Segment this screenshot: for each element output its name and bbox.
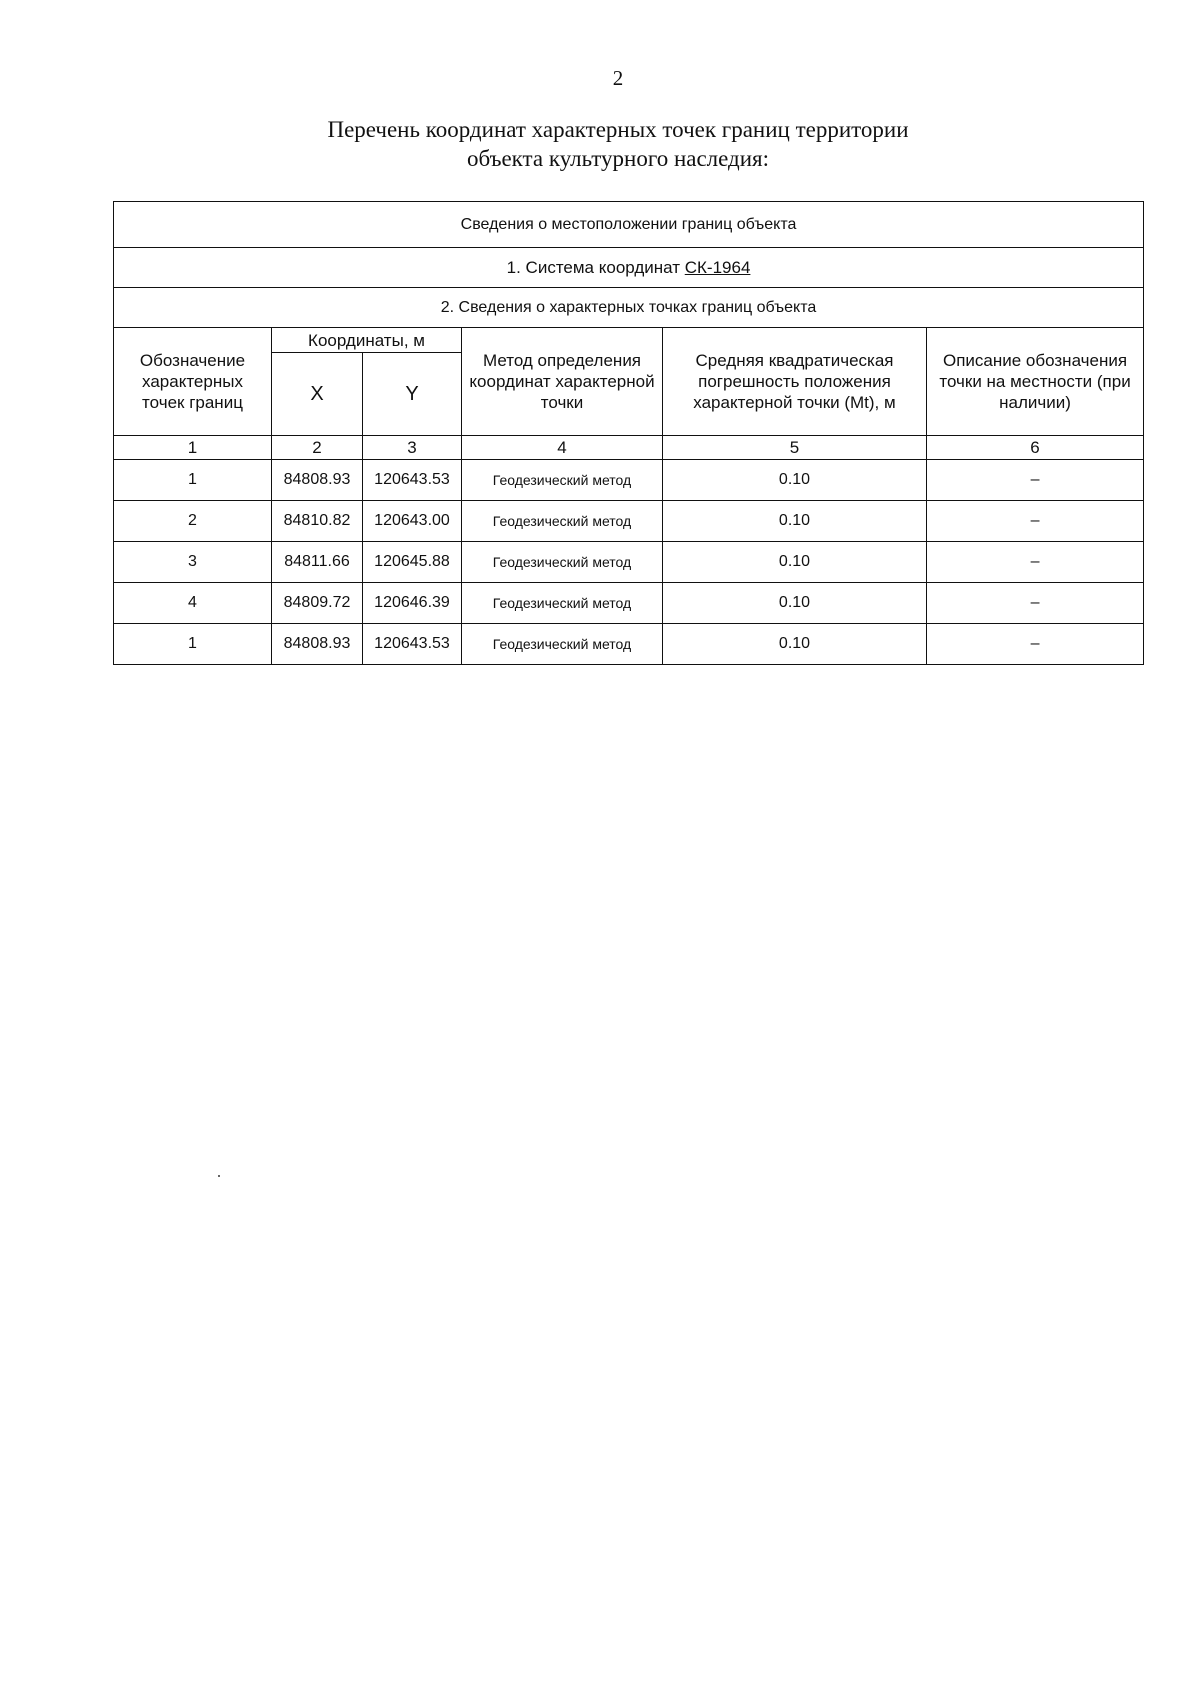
col-y-header: Y <box>363 353 462 436</box>
table-row <box>114 583 1144 624</box>
accuracy-cell: 0.10 <box>663 542 927 583</box>
table-header: Сведения о местоположении границ объекта <box>114 202 1144 248</box>
page-number: 2 <box>612 66 624 90</box>
col-x-header: X <box>272 353 363 436</box>
description-cell: – <box>927 542 1144 583</box>
method-cell: Геодезический метод <box>462 460 663 501</box>
title-line-2: объекта культурного наследия: <box>466 146 770 171</box>
method-cell: Геодезический метод <box>462 542 663 583</box>
point-cell: 4 <box>114 583 272 624</box>
table-row <box>114 624 1144 665</box>
accuracy-cell: 0.10 <box>663 501 927 542</box>
title-line-1: Перечень координат характерных точек границ территории <box>327 117 909 142</box>
table-row <box>114 460 1144 501</box>
x-cell: 84811.66 <box>272 542 363 583</box>
point-cell: 3 <box>114 542 272 583</box>
column-number: 5 <box>663 436 927 460</box>
y-cell: 120643.00 <box>363 501 462 542</box>
y-cell: 120646.39 <box>363 583 462 624</box>
coordinates-table <box>113 201 1144 665</box>
points-section-title: 2. Сведения о характерных точках границ объекта <box>114 288 1144 328</box>
table-row <box>114 542 1144 583</box>
x-cell: 84810.82 <box>272 501 363 542</box>
document-title <box>0 115 1200 173</box>
accuracy-cell: 0.10 <box>663 583 927 624</box>
coordinate-system-name: СК-1964 <box>684 257 751 277</box>
y-cell: 120645.88 <box>363 542 462 583</box>
x-cell: 84808.93 <box>272 624 363 665</box>
column-number: 2 <box>272 436 363 460</box>
y-cell: 120643.53 <box>363 624 462 665</box>
column-number: 6 <box>927 436 1144 460</box>
column-number: 4 <box>462 436 663 460</box>
method-cell: Геодезический метод <box>462 501 663 542</box>
coordinate-system-row <box>114 248 1144 288</box>
y-cell: 120643.53 <box>363 460 462 501</box>
x-cell: 84808.93 <box>272 460 363 501</box>
description-cell: – <box>927 624 1144 665</box>
description-cell: – <box>927 460 1144 501</box>
table-row <box>114 501 1144 542</box>
column-number: 3 <box>363 436 462 460</box>
point-cell: 2 <box>114 501 272 542</box>
column-number: 1 <box>114 436 272 460</box>
scan-artifact-dot <box>218 1175 220 1177</box>
point-cell: 1 <box>114 624 272 665</box>
point-cell: 1 <box>114 460 272 501</box>
accuracy-cell: 0.10 <box>663 460 927 501</box>
col-designation-header: Обозначение характерных точек границ <box>114 328 272 436</box>
method-cell: Геодезический метод <box>462 624 663 665</box>
accuracy-cell: 0.10 <box>663 624 927 665</box>
x-cell: 84809.72 <box>272 583 363 624</box>
description-cell: – <box>927 501 1144 542</box>
col-description-header: Описание обозначения точки на местности (при наличии) <box>927 328 1144 436</box>
col-accuracy-header: Средняя квадратическая погрешность положения характерной точки (Mt), м <box>663 328 927 436</box>
method-cell: Геодезический метод <box>462 583 663 624</box>
col-method-header: Метод определения координат характерной точки <box>462 328 663 436</box>
description-cell: – <box>927 583 1144 624</box>
coordinate-system-label: 1. Система координат <box>506 257 685 277</box>
col-coordinates-header: Координаты, м <box>272 328 462 353</box>
